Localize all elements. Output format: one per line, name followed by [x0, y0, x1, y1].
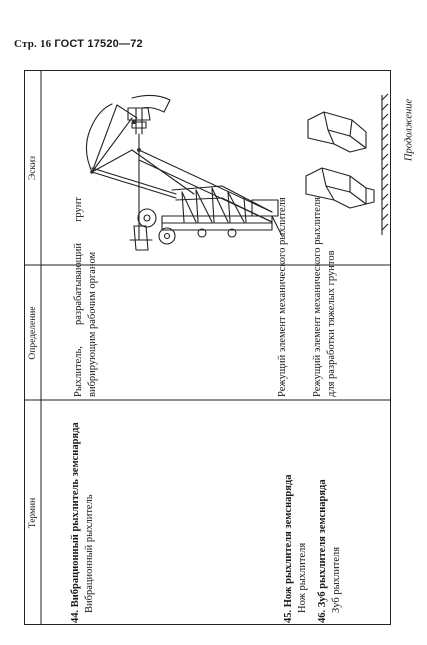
term-number: 45. [283, 609, 294, 623]
table-row-definition: Режущий элемент механического рыхлителя [277, 197, 288, 397]
term-text: Зуб рыхлителя земснаряда [317, 479, 328, 608]
table-row-definition: Рыхлитель, разрабатывающий грунт вибрирующим рабочим органом [73, 197, 98, 397]
table-row-term [282, 418, 309, 623]
page-header [14, 38, 143, 50]
term-text: Нож рыхлителя земснаряда [283, 474, 294, 608]
term-text: Вибрационный рыхлитель земснаряда [70, 422, 81, 608]
table-row-definition: Режущий элемент механического рыхлителя для разработки тяжелых грунтов [312, 197, 337, 397]
term-synonym: Нож рыхлителя [296, 542, 308, 613]
term-synonym: Зуб рыхлителя [330, 546, 342, 613]
term-number: 44. [70, 609, 81, 623]
term-synonym: Вибрационный рыхлитель [83, 494, 95, 613]
continued-label: Продолжение [403, 98, 415, 162]
term-number: 46. [317, 609, 328, 623]
vibratory-ripper-drawing-icon [72, 90, 282, 260]
ripper-tooth-drawing-icon [294, 90, 390, 240]
table-row-term [316, 418, 343, 623]
terms-table: Эскиз Определение Термин 44. Вибрационный рыхлитель земснаряда Вибрационный рыхлитель Рыхлитель, разрабатывающий грунт вибрирующим рабочим органом 45. Нож рыхлителя земснаряда Нож рыхлителя Режущий элемент механического рыхлителя 46. Зуб рыхлителя земснаряда Зуб рыхлителя Режущий элемент механического рыхлителя для разработки тяжелых грунтов [24, 70, 391, 625]
table-row-term [69, 418, 96, 623]
standard-number: ГОСТ 17520—72 [54, 38, 143, 50]
page-number: Стр. 16 [14, 38, 52, 50]
